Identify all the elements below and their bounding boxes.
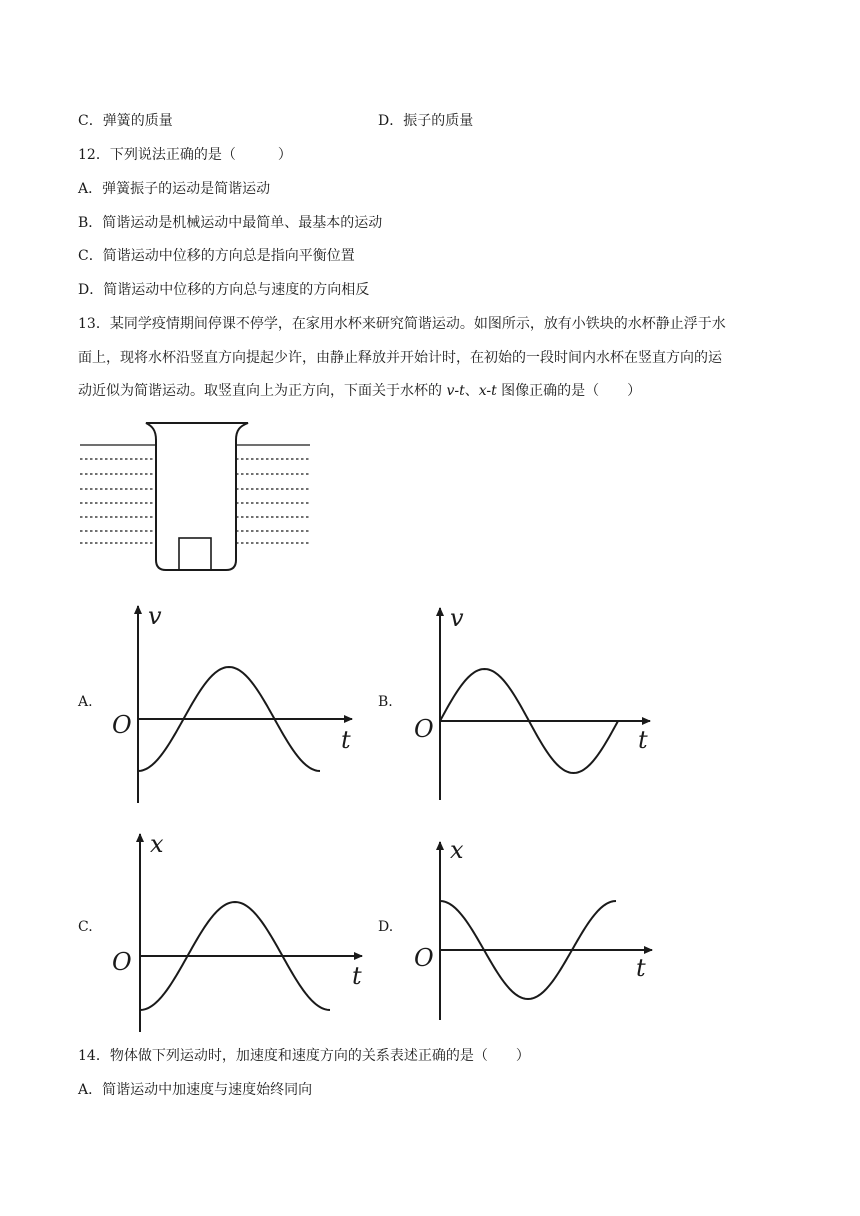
q13-stem-line1: 13．某同学疫情期间停课不停学，在家用水杯来研究简谐运动。如图所示，放有小铁块的水杯静止浮于水 [78,316,726,332]
cup-outline [146,423,248,570]
q14-option-a: A．简谐运动中加速度与速度始终同向 [78,1082,313,1098]
origin-label: O [414,944,434,972]
q13-stem-line2: 面上，现将水杯沿竖直方向提起少许，由静止释放并开始计时，在初始的一段时间内水杯在竖直方向的运 [78,350,722,366]
q12-option-c: C．简谐运动中位移的方向总是指向平衡位置 [78,248,355,264]
y-axis-label: v [148,602,162,630]
q13-vt-label: v-t [446,383,465,399]
origin-label: O [414,715,434,743]
cup-figure [78,418,314,578]
q12-option-a: A．弹簧振子的运动是简谐运动 [78,181,271,197]
q11-option-c: C．弹簧的质量 [78,113,173,129]
origin-label: O [112,711,132,739]
q12-option-d: D．简谐运动中位移的方向总与速度的方向相反 [78,282,370,298]
option-a-label: A. [78,694,93,710]
q13-stem-line3-a: 动近似为简谐运动。取竖直向上为正方向，下面关于水杯的 [78,383,447,399]
option-d-label: D. [378,919,394,935]
q14-stem: 14．物体做下列运动时，加速度和速度方向的关系表述正确的是（ ） [78,1048,530,1064]
graph-a [106,598,356,804]
x-axis-label: t [638,726,648,754]
y-axis-label: v [450,604,464,632]
option-b-label: B. [378,694,393,710]
option-c-label: C. [78,919,93,935]
q13-stem-line3-b: 图像正确的是（ ） [496,383,642,399]
q13-xt-label: x-t [478,383,497,399]
y-axis-label: x [450,836,464,864]
x-axis-label: t [352,962,362,990]
x-axis-label: t [341,726,351,754]
q12-stem: 12．下列说法正确的是（ ） [78,147,292,163]
graph-c [106,826,368,1036]
graph-d [410,836,660,1026]
y-axis-label: x [150,830,164,858]
graph-b [410,600,660,806]
origin-label: O [112,948,132,976]
q11-option-d: D．振子的质量 [378,113,474,129]
q13-separator: 、 [464,383,479,399]
x-axis-label: t [636,954,646,982]
q12-option-b: B．简谐运动是机械运动中最简单、最基本的运动 [78,215,383,231]
q13-stem-line3 [78,381,641,401]
